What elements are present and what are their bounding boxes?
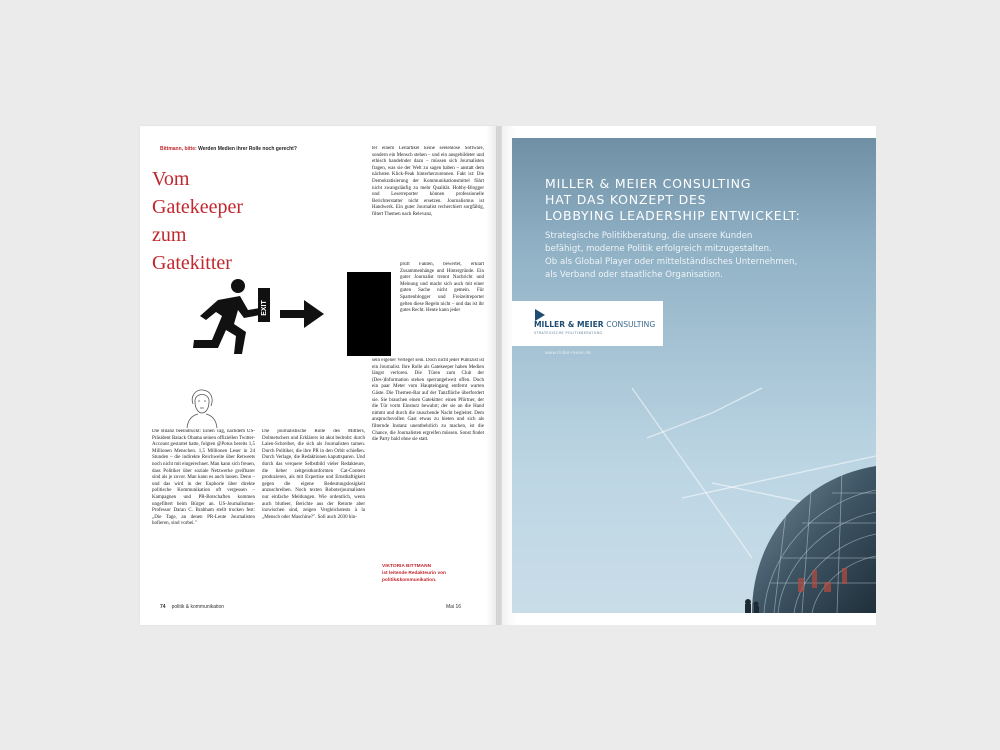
logo-tagline: STRATEGISCHE POLITIKBERATUNG (534, 331, 603, 335)
ad-body-line: befähigt, moderne Politik erfolgreich mitzugestalten. (545, 244, 772, 254)
ad-body-line: Strategische Politikberatung, die unsere Kunden (545, 231, 753, 241)
ad-headline-line: MILLER & MEIER CONSULTING (545, 176, 752, 191)
company-logo-box (512, 301, 663, 346)
running-man-exit-icon (193, 279, 260, 354)
ad-body-line: als Verband oder staatliche Organisation. (545, 270, 723, 280)
author-name: VIKTORIA BITTMANN (382, 564, 432, 569)
logo-name-light: CONSULTING (606, 320, 656, 329)
folio-left (160, 604, 224, 610)
logo-name (534, 320, 655, 329)
logo-name-bold: MILLER & MEIER (534, 320, 604, 329)
article-column-3-top: ter einem Leitartikel keine seelenlose Software, sondern ein Mensch stehen – und ein ausgebildeter und ethisch handelnder dazu – müssen sich Journalisten fragen, was sie der Welt zu sagen haben – anstatt dem nächsten Klick-Peak hinterherzurennen. Fakt ist: Die Demokratisierung der Kommunikationsmittel führt nicht zwangsläufig zu mehr Qualität. Hobby-Blogger und Leserreporter können professionelle Berichterstatter nicht ersetzen. Journalismus ist Handwerk. Ein guter Journalist recherchiert sorgfältig, filtert Themen nach Relevanz, (372, 146, 484, 217)
author-role: politik&kommunikation. (382, 578, 437, 583)
ad-headline (545, 176, 801, 224)
black-door-icon (347, 272, 391, 356)
article-column-3-bottom: sein eigener Verleger sein. Doch nicht jeder Publizist ist ein Journalist. Ihre Rolle als Gatekeeper haben Medien längst verloren. Die Türen zum Club der (Des-)Information stehen sperrangelweit offen. Doch ein paar Meter vom Haupteingang entfernt warten Gäste. Die Themen-Bar auf der Tanzfläche überfordert sie. Sie brauchen einen Gatekitter: einen Pförtner, der die Tür vorm Einsturz bewahrt; der sie an die Hand nimmt und durch die rauschende Nacht begleitet. Dem anspruchsvollen Gast etwas zu bieten und sich als filternde Instanz unentbehrlich zu machen, ist die Chance, die Journalisten ergreifen müssen. Sonst findet die Party bald ohne sie statt. (372, 358, 484, 443)
kicker-question: Werden Medien ihrer Rolle noch gerecht? (198, 146, 297, 152)
ad-body (545, 230, 797, 282)
advertisement (512, 138, 876, 613)
headline-line: zum (152, 224, 187, 246)
kicker-prefix: Bittmann, bitte: (160, 146, 197, 152)
magazine-name: politik & kommunikation (171, 604, 225, 610)
ad-headline-line: HAT DAS KONZEPT DES (545, 192, 707, 207)
author-role: ist leitende Redakteurin von (382, 571, 446, 576)
article-headline (152, 165, 243, 277)
exit-label: EXIT (261, 300, 268, 316)
author-portrait-sketch (184, 388, 220, 428)
page-number: 74 (160, 604, 166, 610)
author-box (382, 563, 446, 584)
headline-line: Gatekeeper (152, 196, 244, 218)
article-column-3-wrap: prüft Fakten, bewertet, erklärt Zusammenhänge und Hintergründe. Ein guter Journalist trennt Nachricht und Meinung und macht sich auch mit einer guten Sache nicht gemein. Für Spartenblogger und Freizeitreporter gelten diese Regeln nicht – und das ist ihr gutes Recht. Heute kann jeder (400, 262, 484, 314)
reichstag-dome-icon (745, 466, 876, 613)
headline-line: Vom (152, 168, 190, 190)
article-kicker (160, 146, 297, 152)
exit-illustration (188, 270, 393, 360)
article-column-1: Die Bilanz beeindruckt: Einen Tag, nachdem US-Präsident Barack Obama seinen offiziellen Twitter-Account gestartet hatte, folgten @Potus bereits 1,5 Millionen Menschen. 1,5 Millionen Leser in 24 Stunden – die indirekte Reichweite über Retweets noch nicht mit eingerechnet. Man kann sich freuen, dass Politiker über soziale Netzwerke greifbarer sind als je zuvor. Man kann es auch lassen. Denn – und das wird in der Euphorie über direkte politische Kommunikation oft vergessen – Kampagnen und PR-Botschaften kommen ungefiltert beim Bürger an. US-Journalismus-Professor Daran C. Brabham stellt trocken fest: „Die Tage, an denen PR-Leute Journalisten hofieren, sind vorbei." (152, 429, 255, 527)
folio-issue: Mai 16 (446, 604, 462, 610)
article-column-2: Die journalistische Rolle des Mittlers, Dolmetschers und Erklärers ist akut bedroht: durch Laien-Schreiber, die sich als Journalisten tarnen. Durch Politiker, die ihre PR in den Orbit schießen. Durch Verlage, die Redaktionen kaputtsparen. Und durch das verquere Selbstbild vieler Redakteure, die lieber zeitgeistkonformen Cat-Content produzieren, als mit Expertise und Ernsthaftigkeit gegen die eigene Bedeutungslosigkeit anzuschreiben. Noch texten Roboterjournalisten nur einfache Meldungen. Wie ordentlich, wenn auch blutleer, Berichte aus der Retorte aber inzwischen sind, zeigen Vergleichstests à la „Mensch oder Maschine?". Soll auch 2030 hin- (262, 429, 365, 520)
exit-sign-icon (258, 288, 270, 322)
ad-headline-line: LOBBYING LEADERSHIP ENTWICKELT: (545, 208, 801, 223)
headline-line: Gatekitter (152, 252, 232, 274)
arrow-right-icon (280, 300, 324, 328)
ad-url: www.miller-meier.de (545, 351, 591, 356)
ad-body-line: Ob als Global Player oder mittelständisches Unternehmen, (545, 257, 798, 267)
